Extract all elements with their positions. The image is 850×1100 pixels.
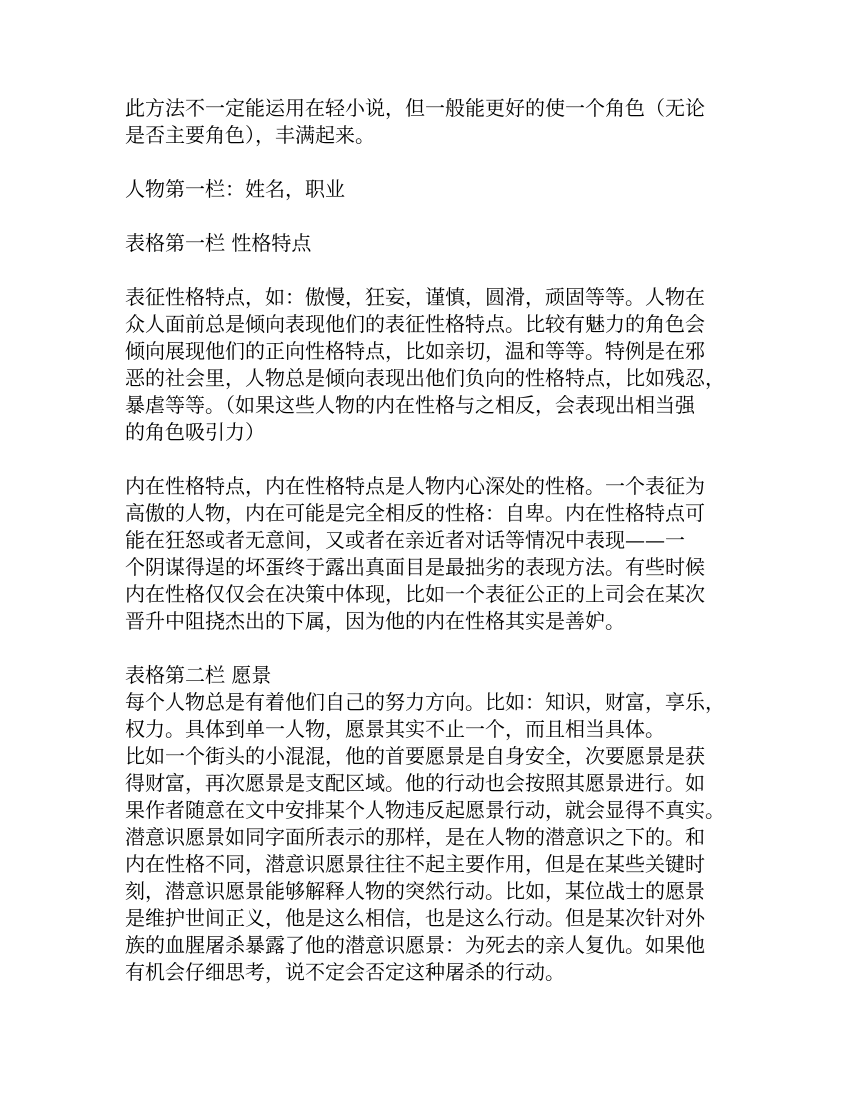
vision-section — [125, 662, 725, 986]
text-line: 得财富，再次愿景是支配区域。他的行动也会按照其愿景进行。如 — [125, 771, 705, 795]
text-line: 人物第一栏：姓名，职业 — [125, 177, 345, 201]
text-line: 的角色吸引力） — [125, 420, 265, 444]
text-line: 恶的社会里，人物总是倾向表现出他们负向的性格特点，比如残忍， — [125, 366, 725, 390]
text-line: 高傲的人物，内在可能是完全相反的性格：自卑。内在性格特点可 — [125, 501, 705, 525]
text-line: 内在性格不同，潜意识愿景往往不起主要作用，但是在某些关键时 — [125, 852, 705, 876]
text-line: 暴虐等等。（如果这些人物的内在性格与之相反，会表现出相当强 — [125, 393, 695, 417]
text-line: 是维护世间正义，他是这么相信，也是这么行动。但是某次针对外 — [125, 906, 705, 930]
text-line: 有机会仔细思考，说不定会否定这种屠杀的行动。 — [125, 960, 565, 984]
text-line: 能在狂怒或者无意间，又或者在亲近者对话等情况中表现——一 — [125, 528, 685, 552]
text-line: 众人面前总是倾向表现他们的表征性格特点。比较有魅力的角色会 — [125, 312, 705, 336]
table-column-one-heading — [125, 230, 725, 257]
text-line: 个阴谋得逞的坏蛋终于露出真面目是最拙劣的表现方法。有些时候 — [125, 555, 705, 579]
text-line: 表格第一栏 性格特点 — [125, 231, 312, 255]
text-line: 每个人物总是有着他们自己的努力方向。比如：知识，财富，享乐， — [125, 690, 725, 714]
text-line: 此方法不一定能运用在轻小说，但一般能更好的使一个角色（无论 — [125, 96, 705, 120]
section-heading: 表格第二栏 愿景 — [125, 663, 272, 687]
surface-traits-paragraph — [125, 284, 725, 446]
text-line: 果作者随意在文中安排某个人物违反起愿景行动，就会显得不真实。 — [125, 798, 725, 822]
text-line: 倾向展现他们的正向性格特点，比如亲切，温和等等。特例是在邪 — [125, 339, 705, 363]
text-line: 族的血腥屠杀暴露了他的潜意识愿景：为死去的亲人复仇。如果他 — [125, 933, 705, 957]
intro-paragraph — [125, 95, 725, 149]
inner-traits-paragraph — [125, 473, 725, 635]
text-line: 比如一个街头的小混混，他的首要愿景是自身安全，次要愿景是获 — [125, 744, 705, 768]
text-line: 是否主要角色），丰满起来。 — [125, 123, 375, 147]
text-line: 权力。具体到单一人物，愿景其实不止一个，而且相当具体。 — [125, 717, 665, 741]
text-line: 晋升中阻挠杰出的下属，因为他的内在性格其实是善妒。 — [125, 609, 625, 633]
text-line: 潜意识愿景如同字面所表示的那样，是在人物的潜意识之下的。和 — [125, 825, 705, 849]
character-column-heading — [125, 176, 725, 203]
text-line: 内在性格仅仅会在决策中体现，比如一个表征公正的上司会在某次 — [125, 582, 705, 606]
document-page — [125, 95, 725, 986]
text-line: 内在性格特点，内在性格特点是人物内心深处的性格。一个表征为 — [125, 474, 705, 498]
text-line: 表征性格特点，如：傲慢，狂妄，谨慎，圆滑，顽固等等。人物在 — [125, 285, 705, 309]
text-line: 刻，潜意识愿景能够解释人物的突然行动。比如，某位战士的愿景 — [125, 879, 705, 903]
